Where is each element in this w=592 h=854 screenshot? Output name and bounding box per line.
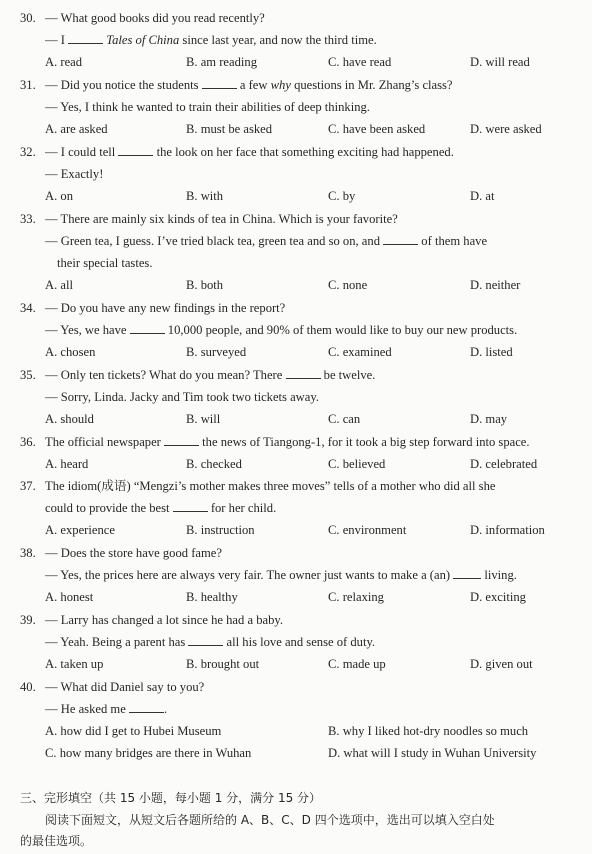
answer-blank — [202, 77, 237, 89]
question-number: 31. — [20, 78, 36, 92]
question-line: — Only ten tickets? What do you mean? There be twelve. — [45, 368, 376, 382]
option-d[interactable]: D. neither — [470, 278, 521, 292]
option-c[interactable]: C. made up — [328, 657, 386, 671]
option-b[interactable]: B. am reading — [186, 55, 257, 69]
option-c[interactable]: C. believed — [328, 457, 386, 471]
question-line: — I could tell the look on her face that something exciting had happened. — [45, 145, 454, 159]
option-d[interactable]: D. what will I study in Wuhan University — [328, 746, 537, 760]
question-number: 37. — [20, 479, 36, 493]
answer-blank — [286, 367, 321, 379]
option-c[interactable]: C. how many bridges are there in Wuhan — [45, 746, 252, 760]
option-c[interactable]: C. examined — [328, 345, 392, 359]
question-line: — What did Daniel say to you? — [45, 680, 205, 694]
option-b[interactable]: B. why I liked hot-dry noodles so much — [328, 724, 529, 738]
question-line: — Yes, the prices here are always very fair. The owner just wants to make a (an) living. — [45, 568, 517, 582]
option-b[interactable]: B. will — [186, 412, 221, 426]
question-number: 34. — [20, 301, 36, 315]
option-a[interactable]: A. all — [45, 278, 73, 292]
option-d[interactable]: D. celebrated — [470, 457, 538, 471]
answer-blank — [118, 144, 153, 156]
option-a[interactable]: A. heard — [45, 457, 89, 471]
section-title: 三、完形填空（共 15 小题，每小题 1 分，满分 15 分） — [20, 791, 322, 805]
option-b[interactable]: B. with — [186, 189, 224, 203]
option-b[interactable]: B. healthy — [186, 590, 238, 604]
question-line: could to provide the best for her child. — [45, 501, 277, 515]
option-b[interactable]: B. must be asked — [186, 122, 273, 136]
section-instruction-continued: 的最佳选项。 — [20, 834, 93, 848]
option-b[interactable]: B. brought out — [186, 657, 260, 671]
option-a[interactable]: A. read — [45, 55, 83, 69]
option-d[interactable]: D. information — [470, 523, 545, 537]
question-number: 38. — [20, 546, 36, 560]
answer-blank — [173, 500, 208, 512]
question-number: 39. — [20, 613, 36, 627]
answer-blank — [383, 233, 418, 245]
option-a[interactable]: A. chosen — [45, 345, 96, 359]
option-d[interactable]: D. were asked — [470, 122, 542, 136]
question-number: 35. — [20, 368, 36, 382]
question-line: — Yes, I think he wanted to train their abilities of deep thinking. — [45, 100, 370, 114]
option-d[interactable]: D. at — [470, 189, 495, 203]
option-a[interactable]: A. are asked — [45, 122, 108, 136]
question-line-continued: their special tastes. — [57, 256, 153, 270]
question-line: — Sorry, Linda. Jacky and Tim took two tickets away. — [45, 390, 319, 404]
answer-blank — [130, 322, 165, 334]
option-a[interactable]: A. taken up — [45, 657, 104, 671]
option-b[interactable]: B. both — [186, 278, 224, 292]
question-line: — What good books did you read recently? — [45, 11, 265, 25]
option-c[interactable]: C. by — [328, 189, 356, 203]
option-a[interactable]: A. experience — [45, 523, 115, 537]
question-line: — Does the store have good fame? — [45, 546, 222, 560]
question-line: — There are mainly six kinds of tea in China. Which is your favorite? — [45, 212, 398, 226]
question-line: — Larry has changed a lot since he had a baby. — [45, 613, 284, 627]
option-d[interactable]: D. may — [470, 412, 508, 426]
question-number: 30. — [20, 11, 36, 25]
option-a[interactable]: A. should — [45, 412, 94, 426]
option-b[interactable]: B. surveyed — [186, 345, 247, 359]
answer-blank — [188, 634, 223, 646]
option-b[interactable]: B. instruction — [186, 523, 255, 537]
option-c[interactable]: C. relaxing — [328, 590, 384, 604]
question-number: 40. — [20, 680, 36, 694]
section-instruction: 阅读下面短文，从短文后各题所给的 A、B、C、D 四个选项中，选出可以填入空白处 — [45, 813, 495, 827]
option-a[interactable]: A. how did I get to Hubei Museum — [45, 724, 222, 738]
question-number: 33. — [20, 212, 36, 226]
question-line: — I Tales of China since last year, and now the third time. — [45, 33, 377, 47]
option-d[interactable]: D. listed — [470, 345, 513, 359]
option-c[interactable]: C. can — [328, 412, 361, 426]
question-line: — He asked me . — [45, 702, 168, 716]
question-line: — Yeah. Being a parent has all his love and sense of duty. — [45, 635, 376, 649]
question-number: 36. — [20, 435, 36, 449]
question-number: 32. — [20, 145, 36, 159]
question-line: The idiom(成语) “Mengzi’s mother makes three moves” tells of a mother who did all she — [45, 479, 496, 493]
option-d[interactable]: D. will read — [470, 55, 530, 69]
question-line: — Green tea, I guess. I’ve tried black tea, green tea and so on, and of them have — [45, 234, 488, 248]
question-line: — Did you notice the students a few why questions in Mr. Zhang’s class? — [45, 78, 453, 92]
option-a[interactable]: A. on — [45, 189, 73, 203]
question-line: — Exactly! — [45, 167, 104, 181]
option-c[interactable]: C. none — [328, 278, 368, 292]
option-d[interactable]: D. exciting — [470, 590, 526, 604]
answer-blank — [164, 434, 199, 446]
option-c[interactable]: C. have read — [328, 55, 392, 69]
answer-blank — [129, 701, 164, 713]
option-a[interactable]: A. honest — [45, 590, 94, 604]
answer-blank — [453, 567, 481, 579]
question-line: — Do you have any new findings in the report? — [45, 301, 286, 315]
option-b[interactable]: B. checked — [186, 457, 242, 471]
option-c[interactable]: C. have been asked — [328, 122, 426, 136]
option-d[interactable]: D. given out — [470, 657, 533, 671]
question-line: The official newspaper the news of Tiangong-1, for it took a big step forward into space. — [45, 435, 530, 449]
option-c[interactable]: C. environment — [328, 523, 407, 537]
question-line: — Yes, we have 10,000 people, and 90% of them would like to buy our new products. — [45, 323, 518, 337]
answer-blank — [68, 32, 103, 44]
